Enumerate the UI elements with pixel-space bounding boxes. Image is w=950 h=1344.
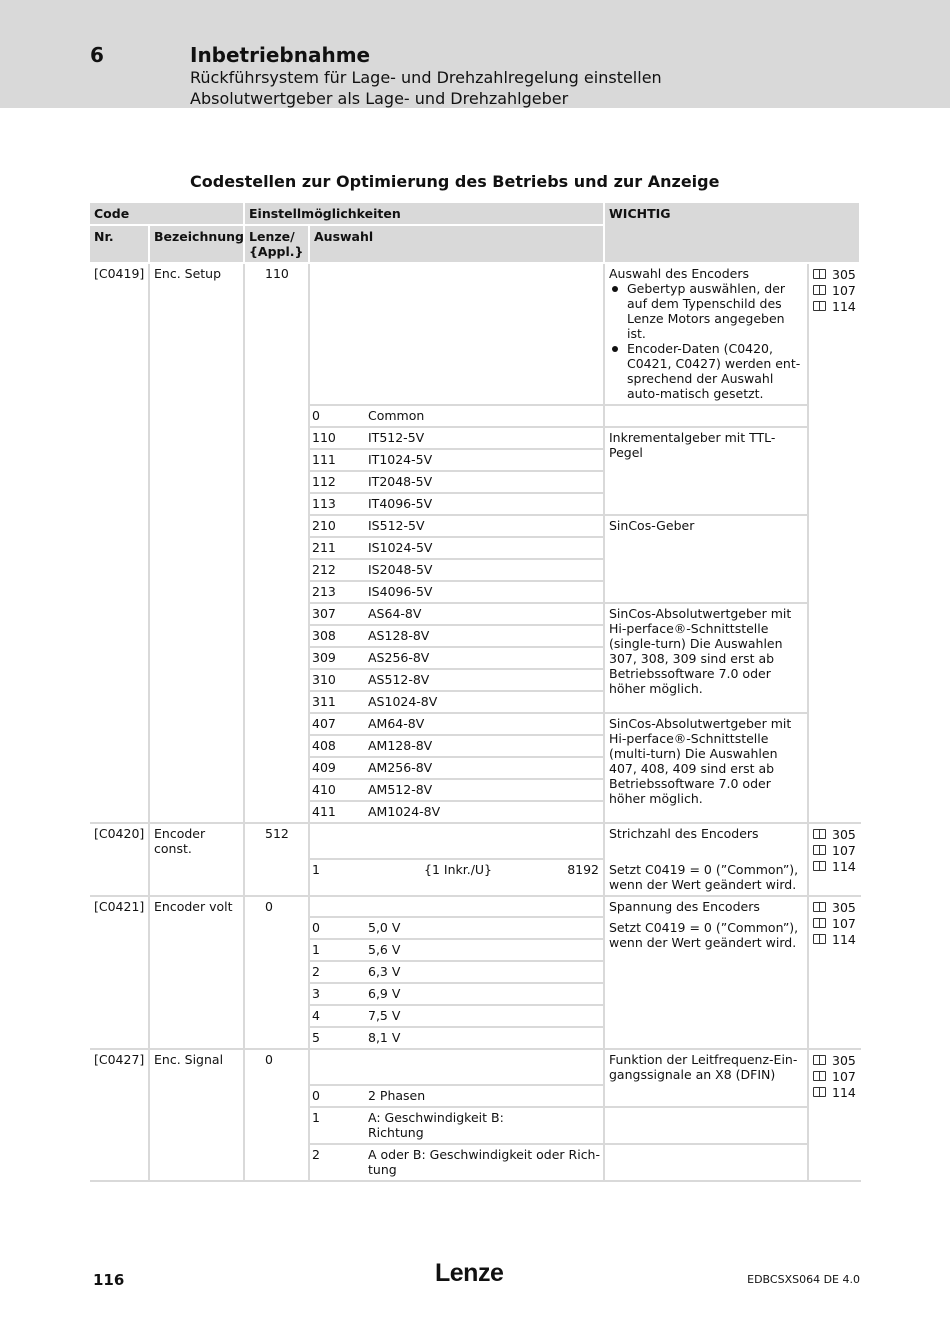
option-row: 1 A: Geschwindigkeit B: Richtung bbox=[310, 1108, 605, 1145]
head-einstell: Einstellmöglichkeiten bbox=[245, 203, 605, 226]
chapter-subtitle-1: Rückführsystem für Lage- und Drehzahlregelung einstellen bbox=[190, 68, 662, 87]
ref-item[interactable]: 114 bbox=[813, 858, 858, 874]
c0420-note: Setzt C0419 = 0 (”Common”), wenn der Wert geändert wird. bbox=[605, 860, 809, 897]
c0419-note-common bbox=[605, 406, 809, 428]
option-row: 311 AS1024-8V bbox=[310, 692, 605, 714]
c0421-refs bbox=[809, 897, 861, 1050]
ref-item[interactable]: 114 bbox=[813, 1084, 858, 1100]
c0419-note-as: SinCos-Absolutwertgeber mit Hi-perface®-Schnittstelle (single-turn) Die Auswahlen 307, 308, 309 sind erst ab Betriebssoftware 7.0 oder höher möglich. bbox=[605, 604, 809, 714]
c0419-bullet-1: Gebertyp auswählen, der auf dem Typenschild des Lenze Motors angegeben ist. bbox=[609, 281, 804, 341]
head-wichtig: WICHTIG bbox=[605, 203, 861, 264]
option-row: 3 6,9 V bbox=[310, 984, 605, 1006]
head-auswahl: Auswahl bbox=[310, 226, 605, 264]
option-row: 309 AS256-8V bbox=[310, 648, 605, 670]
option-row: 213 IS4096-5V bbox=[310, 582, 605, 604]
c0419-wichtig bbox=[605, 264, 809, 406]
c0420-blank bbox=[310, 824, 605, 860]
chapter-number: 6 bbox=[90, 43, 104, 67]
ref-item[interactable]: 114 bbox=[813, 931, 858, 947]
option-row: 308 AS128-8V bbox=[310, 626, 605, 648]
c0427-wichtig-title: Funktion der Leitfrequenz-Ein-gangssignale an X8 (DFIN) bbox=[605, 1050, 809, 1086]
option-row: 113 IT4096-5V bbox=[310, 494, 605, 516]
option-row: 407 AM64-8V bbox=[310, 714, 605, 736]
c0419-bullet-2: Encoder-Daten (C0420, C0421, C0427) werden ent-sprechend der Auswahl auto-matisch gesetzt. bbox=[609, 341, 804, 401]
option-row: 409 AM256-8V bbox=[310, 758, 605, 780]
c0419-refs bbox=[809, 264, 861, 824]
book-icon bbox=[813, 1055, 826, 1065]
c0420-default: 512 bbox=[245, 824, 310, 897]
option-row: 2 A oder B: Geschwindigkeit oder Rich-tung bbox=[310, 1145, 605, 1182]
book-icon bbox=[813, 1087, 826, 1097]
c0420-name: Encoder const. bbox=[150, 824, 245, 897]
c0420-wichtig-title: Strichzahl des Encoders bbox=[605, 824, 809, 860]
option-row: 408 AM128-8V bbox=[310, 736, 605, 758]
head-lenze: Lenze/ {Appl.} bbox=[245, 226, 310, 264]
c0419-wichtig-title: Auswahl des Encoders bbox=[609, 266, 749, 281]
c0420-nr: [C0420] bbox=[90, 824, 150, 897]
c0421-note: Setzt C0419 = 0 (”Common”), wenn der Wert geändert wird. bbox=[605, 918, 809, 1050]
option-row: 0 Common bbox=[310, 406, 605, 428]
book-icon bbox=[813, 269, 826, 279]
c0427-blank bbox=[310, 1050, 605, 1086]
c0427-note-0 bbox=[605, 1086, 809, 1108]
c0427-note-2 bbox=[605, 1145, 809, 1182]
head-nr: Nr. bbox=[90, 226, 150, 264]
ref-item[interactable]: 305 bbox=[813, 826, 858, 842]
c0419-default: 110 bbox=[245, 264, 310, 824]
c0421-nr: [C0421] bbox=[90, 897, 150, 1050]
c0421-wichtig-title: Spannung des Encoders bbox=[605, 897, 809, 918]
section-title: Codestellen zur Optimierung des Betriebs und zur Anzeige bbox=[190, 172, 720, 191]
book-icon bbox=[813, 1071, 826, 1081]
chapter-subtitle-2: Absolutwertgeber als Lage- und Drehzahlgeber bbox=[190, 89, 569, 108]
c0427-refs bbox=[809, 1050, 861, 1182]
option-row: 4 7,5 V bbox=[310, 1006, 605, 1028]
book-icon bbox=[813, 934, 826, 944]
book-icon bbox=[813, 902, 826, 912]
c0427-default: 0 bbox=[245, 1050, 310, 1182]
chapter-title: Inbetriebnahme bbox=[190, 43, 371, 67]
option-row: 210 IS512-5V bbox=[310, 516, 605, 538]
c0419-note-am: SinCos-Absolutwertgeber mit Hi-perface®-Schnittstelle (multi-turn) Die Auswahlen 407, 408, 409 sind erst ab Betriebssoftware 7.0 oder höher möglich. bbox=[605, 714, 809, 824]
book-icon bbox=[813, 861, 826, 871]
lenze-logo: Lenze bbox=[435, 1259, 504, 1287]
head-code: Code bbox=[90, 203, 245, 226]
c0427-name: Enc. Signal bbox=[150, 1050, 245, 1182]
ref-item[interactable]: 107 bbox=[813, 1068, 858, 1084]
book-icon bbox=[813, 285, 826, 295]
c0419-blank bbox=[310, 264, 605, 406]
ref-item[interactable]: 107 bbox=[813, 915, 858, 931]
book-icon bbox=[813, 918, 826, 928]
option-row: 310 AS512-8V bbox=[310, 670, 605, 692]
c0419-note-is: SinCos-Geber bbox=[605, 516, 809, 604]
option-row: 5 8,1 V bbox=[310, 1028, 605, 1050]
document-id: EDBCSXS064 DE 4.0 bbox=[747, 1273, 860, 1286]
ref-item[interactable]: 107 bbox=[813, 282, 858, 298]
ref-item[interactable]: 305 bbox=[813, 899, 858, 915]
option-row: 110 IT512-5V bbox=[310, 428, 605, 450]
c0419-nr: [C0419] bbox=[90, 264, 150, 824]
c0419-bullets bbox=[609, 281, 804, 401]
c0421-blank bbox=[310, 897, 605, 918]
c0421-name: Encoder volt bbox=[150, 897, 245, 1050]
option-row: 411 AM1024-8V bbox=[310, 802, 605, 824]
c0420-refs bbox=[809, 824, 861, 897]
range-row: 1 {1 Inkr./U} 8192 bbox=[310, 860, 605, 897]
head-bezeichnung: Bezeichnung bbox=[150, 226, 245, 264]
option-row: 212 IS2048-5V bbox=[310, 560, 605, 582]
book-icon bbox=[813, 301, 826, 311]
ref-item[interactable]: 114 bbox=[813, 298, 858, 314]
c0427-note-1 bbox=[605, 1108, 809, 1145]
ref-item[interactable]: 305 bbox=[813, 266, 858, 282]
option-row: 1 5,6 V bbox=[310, 940, 605, 962]
book-icon bbox=[813, 845, 826, 855]
c0419-note-it: Inkrementalgeber mit TTL-Pegel bbox=[605, 428, 809, 516]
c0419-name: Enc. Setup bbox=[150, 264, 245, 824]
option-row: 211 IS1024-5V bbox=[310, 538, 605, 560]
ref-item[interactable]: 107 bbox=[813, 842, 858, 858]
option-row: 410 AM512-8V bbox=[310, 780, 605, 802]
ref-item[interactable]: 305 bbox=[813, 1052, 858, 1068]
c0427-nr: [C0427] bbox=[90, 1050, 150, 1182]
option-row: 2 6,3 V bbox=[310, 962, 605, 984]
option-row: 111 IT1024-5V bbox=[310, 450, 605, 472]
c0421-default: 0 bbox=[245, 897, 310, 1050]
option-row: 0 5,0 V bbox=[310, 918, 605, 940]
book-icon bbox=[813, 829, 826, 839]
option-row: 0 2 Phasen bbox=[310, 1086, 605, 1108]
page-number: 116 bbox=[93, 1271, 125, 1289]
option-row: 112 IT2048-5V bbox=[310, 472, 605, 494]
option-row: 307 AS64-8V bbox=[310, 604, 605, 626]
code-table bbox=[90, 203, 861, 1182]
